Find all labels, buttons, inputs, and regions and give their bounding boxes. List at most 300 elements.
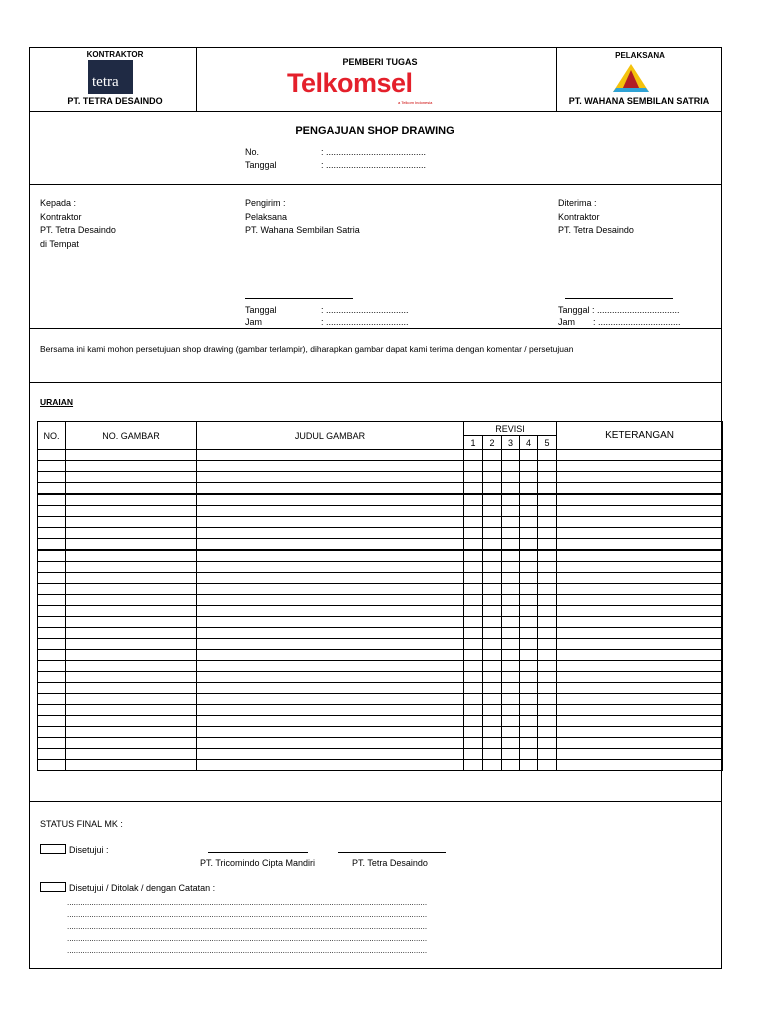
table-cell[interactable]	[502, 749, 520, 760]
table-cell[interactable]	[538, 450, 557, 461]
table-cell[interactable]	[483, 550, 502, 562]
no-value: : ........................................	[321, 147, 427, 157]
table-cell[interactable]	[538, 584, 557, 595]
table-cell[interactable]	[520, 694, 538, 705]
table-cell[interactable]	[483, 517, 502, 528]
table-cell[interactable]	[520, 506, 538, 517]
table-cell[interactable]	[464, 650, 483, 661]
table-cell[interactable]	[538, 727, 557, 738]
table-cell[interactable]	[38, 472, 66, 483]
table-row	[38, 539, 723, 551]
table-cell[interactable]	[502, 450, 520, 461]
table-cell[interactable]	[197, 716, 464, 727]
table-cell[interactable]	[66, 716, 197, 727]
table-cell[interactable]	[502, 606, 520, 617]
table-cell[interactable]	[197, 550, 464, 562]
table-cell[interactable]	[464, 727, 483, 738]
table-cell[interactable]	[538, 705, 557, 716]
table-cell[interactable]	[66, 550, 197, 562]
kontraktor-name: PT. TETRA DESAINDO	[67, 96, 163, 106]
table-cell[interactable]	[464, 639, 483, 650]
table-cell[interactable]	[538, 617, 557, 628]
header-divider	[556, 47, 557, 111]
table-cell[interactable]	[197, 461, 464, 472]
table-cell[interactable]	[520, 683, 538, 694]
table-cell[interactable]	[538, 672, 557, 683]
table-cell[interactable]	[557, 562, 723, 573]
table-cell[interactable]	[557, 639, 723, 650]
table-cell[interactable]	[464, 539, 483, 551]
table-cell[interactable]	[502, 461, 520, 472]
table-cell[interactable]	[38, 606, 66, 617]
table-cell[interactable]	[557, 461, 723, 472]
table-cell[interactable]	[502, 472, 520, 483]
table-cell[interactable]	[464, 716, 483, 727]
table-cell[interactable]	[520, 483, 538, 495]
table-cell[interactable]	[520, 727, 538, 738]
table-cell[interactable]	[520, 760, 538, 771]
table-cell[interactable]	[557, 494, 723, 506]
table-cell[interactable]	[557, 483, 723, 495]
table-cell[interactable]	[538, 517, 557, 528]
sign1-name: PT. Tricomindo Cipta Mandiri	[200, 858, 316, 868]
telkomsel-logo: Telkomsel	[287, 68, 413, 98]
table-cell[interactable]	[538, 683, 557, 694]
table-cell[interactable]	[464, 595, 483, 606]
kepada-line4: di Tempat	[40, 239, 79, 249]
table-cell[interactable]	[538, 562, 557, 573]
col-header-keterangan: KETERANGAN	[557, 422, 723, 450]
table-cell[interactable]	[538, 694, 557, 705]
table-cell[interactable]	[557, 628, 723, 639]
table-cell[interactable]	[66, 483, 197, 495]
table-cell[interactable]	[38, 483, 66, 495]
table-row	[38, 760, 723, 771]
header-divider	[196, 47, 197, 111]
table-cell[interactable]	[66, 606, 197, 617]
table-cell[interactable]	[197, 639, 464, 650]
table-cell[interactable]	[197, 606, 464, 617]
table-cell[interactable]	[197, 562, 464, 573]
table-cell[interactable]	[502, 727, 520, 738]
table-cell[interactable]	[483, 528, 502, 539]
table-cell[interactable]	[38, 694, 66, 705]
table-cell[interactable]	[557, 506, 723, 517]
table-cell[interactable]	[38, 716, 66, 727]
table-cell[interactable]	[483, 683, 502, 694]
table-cell[interactable]	[520, 617, 538, 628]
table-cell[interactable]	[38, 749, 66, 760]
table-cell[interactable]	[464, 760, 483, 771]
table-cell[interactable]	[38, 528, 66, 539]
table-cell[interactable]	[502, 672, 520, 683]
table-cell[interactable]	[520, 550, 538, 562]
table-cell[interactable]	[464, 494, 483, 506]
table-cell[interactable]	[38, 738, 66, 749]
table-cell[interactable]	[502, 683, 520, 694]
table-cell[interactable]	[557, 727, 723, 738]
table-cell[interactable]	[66, 694, 197, 705]
table-cell[interactable]	[538, 595, 557, 606]
table-cell[interactable]	[464, 472, 483, 483]
diterima-line1: Diterima :	[558, 198, 597, 208]
revisi-num: 1	[464, 436, 483, 450]
table-cell[interactable]	[520, 461, 538, 472]
table-cell[interactable]	[520, 606, 538, 617]
table-cell[interactable]	[66, 617, 197, 628]
table-cell[interactable]	[520, 749, 538, 760]
table-cell[interactable]	[520, 517, 538, 528]
table-cell[interactable]	[66, 562, 197, 573]
table-cell[interactable]	[38, 639, 66, 650]
table-cell[interactable]	[197, 539, 464, 551]
table-cell[interactable]	[557, 617, 723, 628]
table-cell[interactable]	[557, 528, 723, 539]
table-cell[interactable]	[483, 595, 502, 606]
table-cell[interactable]	[66, 727, 197, 738]
table-cell[interactable]	[538, 628, 557, 639]
table-cell[interactable]	[38, 584, 66, 595]
table-cell[interactable]	[197, 749, 464, 760]
table-cell[interactable]	[483, 461, 502, 472]
table-cell[interactable]	[483, 606, 502, 617]
table-cell[interactable]	[557, 550, 723, 562]
table-cell[interactable]	[538, 494, 557, 506]
table-cell[interactable]	[66, 517, 197, 528]
table-cell[interactable]	[464, 506, 483, 517]
pengirim-tanggal-label: Tanggal	[245, 305, 277, 315]
table-cell[interactable]	[502, 584, 520, 595]
table-cell[interactable]	[557, 450, 723, 461]
table-cell[interactable]	[502, 506, 520, 517]
table-cell[interactable]	[557, 539, 723, 551]
table-cell[interactable]	[464, 661, 483, 672]
catatan-dots: ..................................................................................................................................................................	[67, 922, 428, 931]
table-cell[interactable]	[502, 595, 520, 606]
table-cell[interactable]	[483, 617, 502, 628]
table-row	[38, 650, 723, 661]
table-cell[interactable]	[520, 738, 538, 749]
table-cell[interactable]	[483, 494, 502, 506]
revisi-num: 3	[502, 436, 520, 450]
table-cell[interactable]	[197, 450, 464, 461]
table-cell[interactable]	[483, 639, 502, 650]
table-cell[interactable]	[538, 606, 557, 617]
table-cell[interactable]	[38, 562, 66, 573]
table-cell[interactable]	[538, 528, 557, 539]
kepada-line1: Kepada :	[40, 198, 77, 208]
table-cell[interactable]	[38, 650, 66, 661]
table-row	[38, 672, 723, 683]
table-cell[interactable]	[38, 461, 66, 472]
diterima-jam-label: Jam	[558, 317, 576, 327]
table-cell[interactable]	[66, 705, 197, 716]
table-cell[interactable]	[66, 472, 197, 483]
diterima-jam-value: : .................................	[593, 317, 681, 327]
table-cell[interactable]	[197, 672, 464, 683]
table-cell[interactable]	[520, 573, 538, 584]
table-cell[interactable]	[197, 705, 464, 716]
table-cell[interactable]	[557, 672, 723, 683]
table-cell[interactable]	[464, 528, 483, 539]
col-header-revisi: REVISI	[464, 422, 557, 436]
table-cell[interactable]	[538, 472, 557, 483]
table-cell[interactable]	[197, 760, 464, 771]
table-cell[interactable]	[197, 506, 464, 517]
table-cell[interactable]	[483, 472, 502, 483]
table-cell[interactable]	[66, 639, 197, 650]
table-cell[interactable]	[557, 573, 723, 584]
table-cell[interactable]	[66, 494, 197, 506]
table-cell[interactable]	[66, 506, 197, 517]
table-row	[38, 517, 723, 528]
table-cell[interactable]	[197, 650, 464, 661]
table-cell[interactable]	[557, 517, 723, 528]
table-cell[interactable]	[502, 628, 520, 639]
wahana-logo-icon	[610, 62, 652, 94]
table-cell[interactable]	[502, 738, 520, 749]
table-cell[interactable]	[483, 738, 502, 749]
table-cell[interactable]	[197, 584, 464, 595]
table-cell[interactable]	[38, 727, 66, 738]
table-cell[interactable]	[483, 694, 502, 705]
table-cell[interactable]	[464, 672, 483, 683]
table-cell[interactable]	[520, 472, 538, 483]
table-cell[interactable]	[538, 716, 557, 727]
table-cell[interactable]	[557, 683, 723, 694]
no-label: No.	[245, 147, 260, 157]
table-cell[interactable]	[483, 573, 502, 584]
col-header-no: NO.	[38, 422, 66, 450]
table-cell[interactable]	[520, 584, 538, 595]
table-cell[interactable]	[520, 639, 538, 650]
table-cell[interactable]	[464, 617, 483, 628]
table-cell[interactable]	[38, 672, 66, 683]
table-cell[interactable]	[38, 628, 66, 639]
table-cell[interactable]	[557, 606, 723, 617]
table-cell[interactable]	[557, 472, 723, 483]
table-cell[interactable]	[502, 639, 520, 650]
table-cell[interactable]	[502, 573, 520, 584]
table-cell[interactable]	[538, 760, 557, 771]
table-cell[interactable]	[483, 539, 502, 551]
table-cell[interactable]	[66, 661, 197, 672]
table-cell[interactable]	[66, 760, 197, 771]
table-cell[interactable]	[38, 517, 66, 528]
table-cell[interactable]	[502, 716, 520, 727]
table-cell[interactable]	[38, 573, 66, 584]
table-cell[interactable]	[464, 450, 483, 461]
table-cell[interactable]	[538, 550, 557, 562]
table-cell[interactable]	[483, 506, 502, 517]
table-cell[interactable]	[66, 595, 197, 606]
table-cell[interactable]	[197, 573, 464, 584]
table-cell[interactable]	[464, 738, 483, 749]
table-cell[interactable]	[502, 483, 520, 495]
pemberi-label: PEMBERI TUGAS	[342, 57, 418, 67]
table-cell[interactable]	[197, 727, 464, 738]
table-cell[interactable]	[520, 661, 538, 672]
table-cell[interactable]	[38, 539, 66, 551]
table-cell[interactable]	[538, 749, 557, 760]
pelaksana-name: PT. WAHANA SEMBILAN SATRIA	[568, 96, 710, 106]
table-cell[interactable]	[520, 450, 538, 461]
table-cell[interactable]	[502, 517, 520, 528]
table-cell[interactable]	[66, 672, 197, 683]
table-cell[interactable]	[38, 705, 66, 716]
table-cell[interactable]	[557, 749, 723, 760]
table-cell[interactable]	[197, 661, 464, 672]
table-cell[interactable]	[538, 661, 557, 672]
table-cell[interactable]	[520, 539, 538, 551]
table-cell[interactable]	[520, 494, 538, 506]
table-cell[interactable]	[66, 450, 197, 461]
table-cell[interactable]	[557, 661, 723, 672]
table-cell[interactable]	[38, 661, 66, 672]
header-bottom-line	[29, 111, 722, 112]
table-cell[interactable]	[464, 584, 483, 595]
table-cell[interactable]	[197, 617, 464, 628]
table-cell[interactable]	[66, 539, 197, 551]
table-cell[interactable]	[538, 539, 557, 551]
table-cell[interactable]	[502, 617, 520, 628]
table-cell[interactable]	[502, 705, 520, 716]
table-cell[interactable]	[66, 683, 197, 694]
table-cell[interactable]	[502, 494, 520, 506]
table-cell[interactable]	[464, 628, 483, 639]
table-cell[interactable]	[66, 628, 197, 639]
disetujui-checkbox[interactable]	[40, 844, 66, 854]
table-cell[interactable]	[38, 617, 66, 628]
table-cell[interactable]	[520, 628, 538, 639]
table-cell[interactable]	[66, 573, 197, 584]
table-cell[interactable]	[38, 494, 66, 506]
table-row	[38, 461, 723, 472]
table-cell[interactable]	[502, 760, 520, 771]
table-cell[interactable]	[66, 461, 197, 472]
table-cell[interactable]	[483, 705, 502, 716]
table-cell[interactable]	[502, 528, 520, 539]
table-cell[interactable]	[538, 573, 557, 584]
table-cell[interactable]	[464, 461, 483, 472]
table-cell[interactable]	[483, 483, 502, 495]
table-cell[interactable]	[464, 683, 483, 694]
table-cell[interactable]	[538, 461, 557, 472]
table-cell[interactable]	[197, 483, 464, 495]
table-cell[interactable]	[66, 749, 197, 760]
table-cell[interactable]	[464, 483, 483, 495]
table-cell[interactable]	[520, 528, 538, 539]
kepada-line3: PT. Tetra Desaindo	[40, 225, 116, 235]
table-cell[interactable]	[557, 650, 723, 661]
table-cell[interactable]	[502, 562, 520, 573]
table-cell[interactable]	[464, 705, 483, 716]
col-header-no-gambar: NO. GAMBAR	[66, 422, 197, 450]
table-cell[interactable]	[464, 517, 483, 528]
pengirim-signature-line	[245, 298, 353, 299]
table-cell[interactable]	[197, 472, 464, 483]
table-cell[interactable]	[557, 760, 723, 771]
table-cell[interactable]	[483, 716, 502, 727]
table-row	[38, 749, 723, 760]
catatan-checkbox[interactable]	[40, 882, 66, 892]
table-cell[interactable]	[197, 694, 464, 705]
table-cell[interactable]	[557, 716, 723, 727]
table-cell[interactable]	[502, 661, 520, 672]
table-cell[interactable]	[66, 650, 197, 661]
table-cell[interactable]	[520, 562, 538, 573]
table-cell[interactable]	[483, 650, 502, 661]
table-cell[interactable]	[557, 595, 723, 606]
table-cell[interactable]	[557, 584, 723, 595]
table-cell[interactable]	[538, 506, 557, 517]
table-row	[38, 738, 723, 749]
table-cell[interactable]	[483, 450, 502, 461]
table-cell[interactable]	[197, 528, 464, 539]
table-cell[interactable]	[483, 661, 502, 672]
table-cell[interactable]	[38, 595, 66, 606]
table-cell[interactable]	[483, 727, 502, 738]
table-cell[interactable]	[502, 650, 520, 661]
table-cell[interactable]	[520, 672, 538, 683]
table-cell[interactable]	[520, 650, 538, 661]
table-cell[interactable]	[502, 694, 520, 705]
table-cell[interactable]	[538, 738, 557, 749]
table-cell[interactable]	[464, 749, 483, 760]
table-cell[interactable]	[557, 705, 723, 716]
table-row	[38, 506, 723, 517]
table-cell[interactable]	[502, 539, 520, 551]
table-cell[interactable]	[538, 650, 557, 661]
table-cell[interactable]	[197, 595, 464, 606]
table-cell[interactable]	[538, 483, 557, 495]
table-cell[interactable]	[464, 550, 483, 562]
table-cell[interactable]	[464, 606, 483, 617]
table-cell[interactable]	[520, 716, 538, 727]
table-cell[interactable]	[38, 506, 66, 517]
table-cell[interactable]	[38, 683, 66, 694]
table-cell[interactable]	[557, 738, 723, 749]
table-cell[interactable]	[66, 584, 197, 595]
table-cell[interactable]	[464, 573, 483, 584]
table-cell[interactable]	[502, 550, 520, 562]
table-cell[interactable]	[483, 672, 502, 683]
table-cell[interactable]	[464, 562, 483, 573]
table-cell[interactable]	[483, 749, 502, 760]
table-cell[interactable]	[197, 517, 464, 528]
table-cell[interactable]	[197, 494, 464, 506]
table-cell[interactable]	[538, 639, 557, 650]
table-cell[interactable]	[483, 628, 502, 639]
table-cell[interactable]	[197, 628, 464, 639]
table-cell[interactable]	[38, 550, 66, 562]
table-cell[interactable]	[197, 683, 464, 694]
table-cell[interactable]	[197, 738, 464, 749]
table-cell[interactable]	[66, 528, 197, 539]
table-cell[interactable]	[38, 760, 66, 771]
table-row	[38, 472, 723, 483]
pengirim-jam-label: Jam	[245, 317, 263, 327]
table-cell[interactable]	[557, 694, 723, 705]
table-cell[interactable]	[464, 694, 483, 705]
table-cell[interactable]	[483, 584, 502, 595]
table-cell[interactable]	[483, 562, 502, 573]
table-cell[interactable]	[483, 760, 502, 771]
table-cell[interactable]	[520, 595, 538, 606]
table-cell[interactable]	[38, 450, 66, 461]
table-cell[interactable]	[520, 705, 538, 716]
table-cell[interactable]	[66, 738, 197, 749]
